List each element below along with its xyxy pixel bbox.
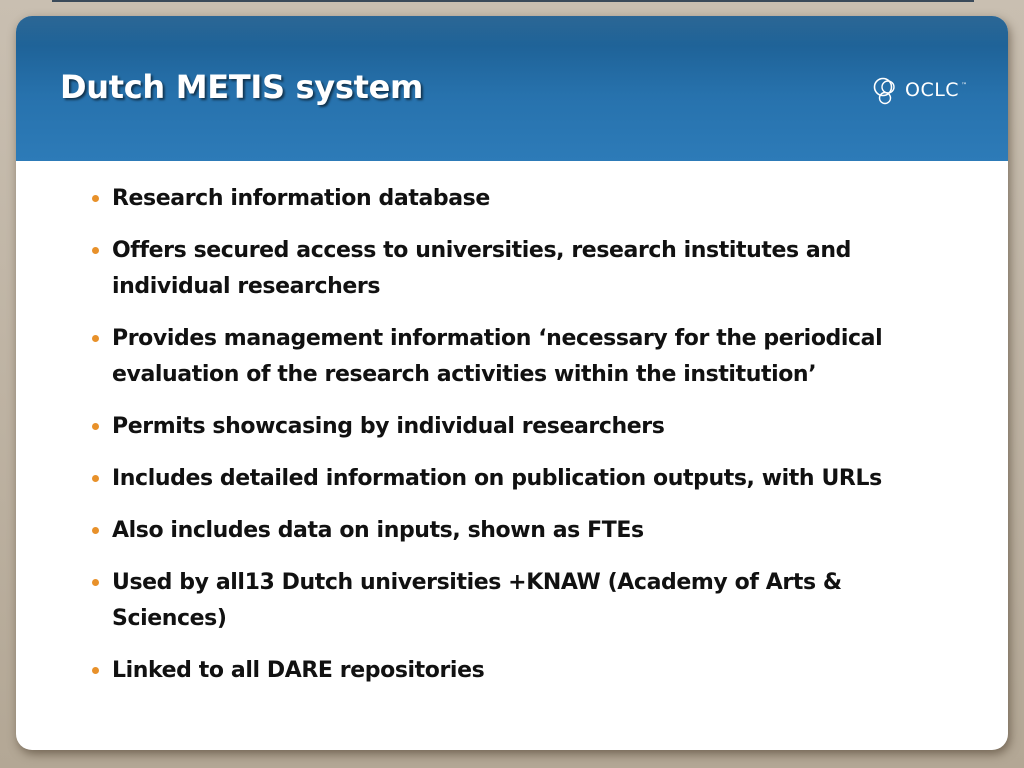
- bullet-item: [92, 565, 942, 637]
- bullet-dot-icon: [92, 667, 99, 674]
- bullet-text: Includes detailed information on publication outputs, with URLs: [112, 466, 882, 491]
- bullet-dot-icon: [92, 475, 99, 482]
- bullet-item: [92, 461, 942, 497]
- bullet-dot-icon: [92, 195, 99, 202]
- bullet-dot-icon: [92, 423, 99, 430]
- bullet-text: Research information database: [112, 186, 490, 211]
- window-top-edge: [52, 0, 974, 2]
- bullet-item: [92, 409, 942, 445]
- oclc-logo-trademark: ™: [961, 81, 968, 89]
- bullet-item: [92, 321, 942, 393]
- bullet-item: [92, 233, 942, 305]
- bullet-item: [92, 653, 942, 689]
- oclc-logo: [872, 74, 967, 106]
- slide-header: [16, 16, 1008, 161]
- bullet-text: Used by all13 Dutch universities +KNAW (Academy of Arts & Sciences): [112, 570, 842, 631]
- bullet-text: Offers secured access to universities, research institutes and individual researchers: [112, 238, 851, 299]
- bullet-list: [92, 181, 942, 705]
- bullet-item: [92, 181, 942, 217]
- slide-title: Dutch METIS system: [60, 68, 424, 106]
- bullet-text: Permits showcasing by individual researchers: [112, 414, 665, 439]
- bullet-dot-icon: [92, 579, 99, 586]
- bullet-dot-icon: [92, 247, 99, 254]
- oclc-logo-text: OCLC: [905, 79, 960, 101]
- bullet-text: Provides management information ‘necessary for the periodical evaluation of the research activities within the institution’: [112, 326, 883, 387]
- bullet-dot-icon: [92, 335, 99, 342]
- bullet-text: Linked to all DARE repositories: [112, 658, 485, 683]
- slide: [16, 16, 1008, 750]
- header-shine: [16, 16, 1008, 46]
- bullet-item: [92, 513, 942, 549]
- bullet-text: Also includes data on inputs, shown as FTEs: [112, 518, 644, 543]
- bullet-dot-icon: [92, 527, 99, 534]
- oclc-logo-icon: [872, 74, 902, 106]
